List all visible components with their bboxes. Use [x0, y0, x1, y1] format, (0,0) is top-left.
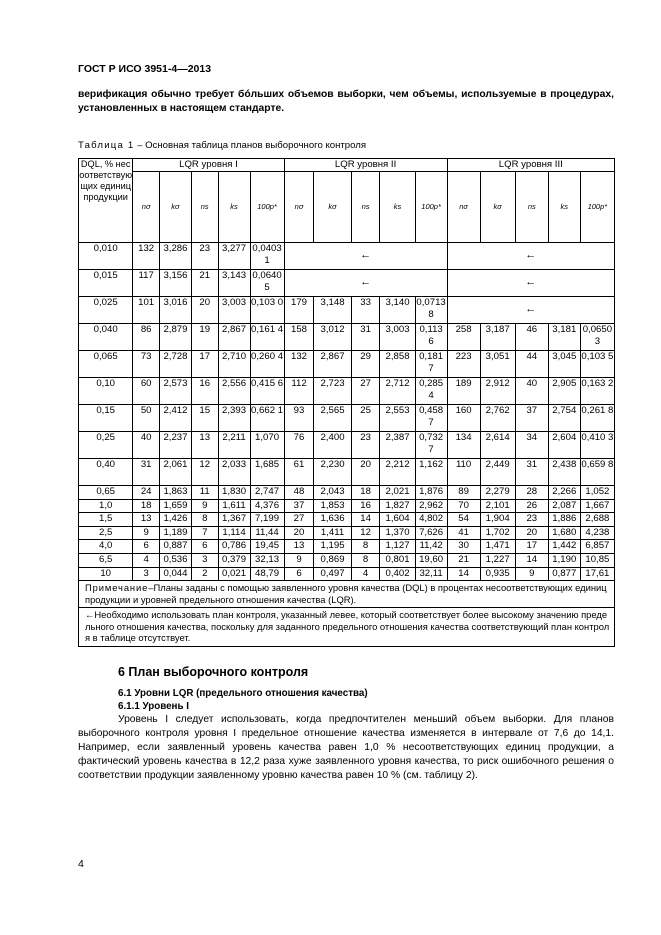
value-cell: 2,449 — [480, 459, 515, 486]
value-cell: 70 — [447, 499, 480, 513]
value-cell: 110 — [447, 459, 480, 486]
value-cell: 14 — [515, 553, 548, 567]
value-cell: 0,536 — [159, 553, 191, 567]
value-cell: 1,853 — [314, 499, 351, 513]
value-cell: 1,827 — [380, 499, 415, 513]
value-cell: 112 — [284, 378, 314, 405]
value-cell: 0,103 0 — [250, 297, 284, 324]
value-cell: 1,442 — [548, 540, 580, 554]
value-cell: 21 — [191, 270, 218, 297]
value-cell: 0,260 4 — [250, 351, 284, 378]
column-header: ns — [351, 172, 380, 243]
value-cell: 0,0650 3 — [580, 324, 614, 351]
value-cell: 31 — [133, 459, 160, 486]
dql-cell: 0,025 — [79, 297, 133, 324]
value-cell: 17 — [515, 540, 548, 554]
column-header: 100p* — [580, 172, 614, 243]
value-cell: 1,904 — [480, 513, 515, 527]
column-header: ks — [380, 172, 415, 243]
value-cell: 0,887 — [159, 540, 191, 554]
group-header: LQR уровня II — [284, 159, 447, 172]
value-cell: 101 — [133, 297, 160, 324]
group-header: LQR уровня I — [133, 159, 284, 172]
value-cell: 3,148 — [314, 297, 351, 324]
value-cell: 132 — [133, 243, 160, 270]
value-cell: 0,662 1 — [250, 405, 284, 432]
value-cell: 1,636 — [314, 513, 351, 527]
table-row — [79, 567, 615, 581]
value-cell: 0,261 8 — [580, 405, 614, 432]
value-cell: 189 — [447, 378, 480, 405]
value-cell: 50 — [133, 405, 160, 432]
value-cell: 2,573 — [159, 378, 191, 405]
value-cell: 3 — [191, 553, 218, 567]
value-cell: 2,728 — [159, 351, 191, 378]
value-cell: 1,367 — [218, 513, 250, 527]
dql-cell: 0,010 — [79, 243, 133, 270]
value-cell: 46 — [515, 324, 548, 351]
value-cell: 158 — [284, 324, 314, 351]
value-cell: 2,962 — [415, 499, 447, 513]
value-cell: 1,114 — [218, 526, 250, 540]
table-header-row — [79, 159, 615, 172]
subsection-6-1-1: 6.1.1 Уровень I — [118, 701, 189, 712]
note-label: Примечание — [85, 582, 149, 594]
value-cell: 1,702 — [480, 526, 515, 540]
value-cell: 15 — [191, 405, 218, 432]
table-row — [79, 297, 615, 324]
value-cell: 9 — [133, 526, 160, 540]
value-cell: 30 — [447, 540, 480, 554]
value-cell: 132 — [284, 351, 314, 378]
value-cell: 2,858 — [380, 351, 415, 378]
value-cell: 1,680 — [548, 526, 580, 540]
value-cell: 2,061 — [159, 459, 191, 486]
value-cell: 134 — [447, 432, 480, 459]
value-cell: 27 — [284, 513, 314, 527]
value-cell: 2,747 — [250, 486, 284, 500]
value-cell: 17,61 — [580, 567, 614, 581]
arrow-cell: ← — [447, 243, 614, 270]
value-cell: 54 — [447, 513, 480, 527]
value-cell: 2,400 — [314, 432, 351, 459]
value-cell: 2,033 — [218, 459, 250, 486]
value-cell: 2,279 — [480, 486, 515, 500]
dql-cell: 0,015 — [79, 270, 133, 297]
value-cell: 31 — [515, 459, 548, 486]
value-cell: 29 — [351, 351, 380, 378]
document-header: ГОСТ Р ИСО 3951-4—2013 — [78, 63, 212, 75]
value-cell: 25 — [351, 405, 380, 432]
value-cell: 86 — [133, 324, 160, 351]
value-cell: 2,867 — [314, 351, 351, 378]
table-row — [79, 553, 615, 567]
value-cell: 1,604 — [380, 513, 415, 527]
section-paragraph: Уровень I следует использовать, когда предпочтителен меньший объем выборки. Для планов выборочного контроля уровня I предельное отношение качества изменяется в интервале от 7,6 до 14,1. Например, если заявленный уровень качества равен 1,0 % несоответствующих единиц продукции, а фактический уровень качества в 12,2 раза хуже заявленного уровня качества, то риск ошибочного решения о соответствии продукции заявленному уровню качества равен 10 % (см. таблицу 2). — [78, 714, 614, 781]
value-cell: 2,043 — [314, 486, 351, 500]
value-cell: 3,012 — [314, 324, 351, 351]
value-cell: 4 — [133, 553, 160, 567]
column-header: nσ — [133, 172, 160, 243]
value-cell: 1,471 — [480, 540, 515, 554]
value-cell: 8 — [351, 540, 380, 554]
subsection-6-1: 6.1 Уровни LQR (предельного отношения качества) — [118, 688, 368, 699]
value-cell: 17 — [191, 351, 218, 378]
column-header: 100p* — [415, 172, 447, 243]
value-cell: 1,052 — [580, 486, 614, 500]
value-cell: 1,227 — [480, 553, 515, 567]
value-cell: 12 — [351, 526, 380, 540]
value-cell: 23 — [351, 432, 380, 459]
value-cell: 0,659 8 — [580, 459, 614, 486]
value-cell: 2,712 — [380, 378, 415, 405]
value-cell: 6 — [284, 567, 314, 581]
value-cell: 2,754 — [548, 405, 580, 432]
value-cell: 1,611 — [218, 499, 250, 513]
value-cell: 6 — [133, 540, 160, 554]
column-header: ks — [218, 172, 250, 243]
column-header: nσ — [447, 172, 480, 243]
table-caption-label: Таблица 1 — [78, 140, 135, 151]
arrow-cell: ← — [284, 243, 447, 270]
value-cell: 24 — [133, 486, 160, 500]
arrow-cell: ← — [447, 297, 614, 324]
value-cell: 2,393 — [218, 405, 250, 432]
value-cell: 3,140 — [380, 297, 415, 324]
value-cell: 0,935 — [480, 567, 515, 581]
value-cell: 32,13 — [250, 553, 284, 567]
value-cell: 7,199 — [250, 513, 284, 527]
value-cell: 1,162 — [415, 459, 447, 486]
value-cell: 1,659 — [159, 499, 191, 513]
value-cell: 1,411 — [314, 526, 351, 540]
value-cell: 2,237 — [159, 432, 191, 459]
value-cell: 41 — [447, 526, 480, 540]
section-title: 6 План выборочного контроля — [118, 665, 309, 679]
value-cell: 19,45 — [250, 540, 284, 554]
value-cell: 2,021 — [380, 486, 415, 500]
column-header: ns — [191, 172, 218, 243]
table-row — [79, 540, 615, 554]
value-cell: 2,688 — [580, 513, 614, 527]
dql-cell: 0,25 — [79, 432, 133, 459]
column-header: 100p* — [250, 172, 284, 243]
value-cell: 0,044 — [159, 567, 191, 581]
value-cell: 0,0640 5 — [250, 270, 284, 297]
table-caption-text: – Основная таблица планов выборочного контроля — [137, 140, 367, 151]
value-cell: 34 — [515, 432, 548, 459]
value-cell: 2,101 — [480, 499, 515, 513]
value-cell: 11,42 — [415, 540, 447, 554]
value-cell: 0,415 6 — [250, 378, 284, 405]
value-cell: 1,886 — [548, 513, 580, 527]
value-cell: 2,762 — [480, 405, 515, 432]
value-cell: 48 — [284, 486, 314, 500]
value-cell: 3,003 — [218, 297, 250, 324]
value-cell: 19 — [191, 324, 218, 351]
value-cell: 2 — [191, 567, 218, 581]
table-row — [79, 526, 615, 540]
value-cell: 1,426 — [159, 513, 191, 527]
value-cell: 0,497 — [314, 567, 351, 581]
value-cell: 0,113 6 — [415, 324, 447, 351]
value-cell: 14 — [351, 513, 380, 527]
value-cell: 73 — [133, 351, 160, 378]
dql-cell: 0,065 — [79, 351, 133, 378]
column-header: ns — [515, 172, 548, 243]
value-cell: 2,867 — [218, 324, 250, 351]
value-cell: 20 — [191, 297, 218, 324]
value-cell: 8 — [351, 553, 380, 567]
value-cell: 0,0403 1 — [250, 243, 284, 270]
dql-cell: 10 — [79, 567, 133, 581]
value-cell: 0,410 3 — [580, 432, 614, 459]
value-cell: 4,802 — [415, 513, 447, 527]
page-number: 4 — [78, 858, 84, 870]
value-cell: 0,103 5 — [580, 351, 614, 378]
table-row — [79, 513, 615, 527]
dql-cell: 0,15 — [79, 405, 133, 432]
value-cell: 1,830 — [218, 486, 250, 500]
table-row — [79, 270, 615, 297]
value-cell: 14 — [447, 567, 480, 581]
value-cell: 3,003 — [380, 324, 415, 351]
value-cell: 2,266 — [548, 486, 580, 500]
value-cell: 93 — [284, 405, 314, 432]
value-cell: 11 — [191, 486, 218, 500]
table-row — [79, 243, 615, 270]
note-text: –Планы заданы с помощью заявленного уровня качества (DQL) в процентах несоответствующих единиц продукции и уровней предельного отношения качества (LQR). — [85, 582, 607, 605]
table-caption — [78, 140, 366, 151]
value-cell: 6,857 — [580, 540, 614, 554]
dql-header: DQL, % несоответствующих единиц продукции — [79, 159, 133, 243]
value-cell: 2,087 — [548, 499, 580, 513]
value-cell: 2,710 — [218, 351, 250, 378]
value-cell: 1,127 — [380, 540, 415, 554]
value-cell: 7 — [191, 526, 218, 540]
value-cell: 3,181 — [548, 324, 580, 351]
value-cell: 21 — [447, 553, 480, 567]
dql-cell: 0,040 — [79, 324, 133, 351]
value-cell: 2,556 — [218, 378, 250, 405]
value-cell: 3 — [133, 567, 160, 581]
table-row — [79, 459, 615, 486]
value-cell: 27 — [351, 378, 380, 405]
dql-cell: 2,5 — [79, 526, 133, 540]
value-cell: 48,79 — [250, 567, 284, 581]
value-cell: 13 — [133, 513, 160, 527]
table-note — [79, 581, 615, 608]
value-cell: 11,44 — [250, 526, 284, 540]
value-cell: 32,11 — [415, 567, 447, 581]
value-cell: 23 — [191, 243, 218, 270]
value-cell: 4,238 — [580, 526, 614, 540]
value-cell: 3,045 — [548, 351, 580, 378]
value-cell: 179 — [284, 297, 314, 324]
arrow-cell: ← — [447, 270, 614, 297]
value-cell: 37 — [284, 499, 314, 513]
sampling-plans-table — [78, 158, 615, 647]
value-cell: 89 — [447, 486, 480, 500]
value-cell: 9 — [515, 567, 548, 581]
value-cell: 61 — [284, 459, 314, 486]
value-cell: 19,60 — [415, 553, 447, 567]
value-cell: 2,905 — [548, 378, 580, 405]
value-cell: 1,685 — [250, 459, 284, 486]
arrow-cell: ← — [284, 270, 447, 297]
value-cell: 0,786 — [218, 540, 250, 554]
value-cell: 3,187 — [480, 324, 515, 351]
value-cell: 18 — [351, 486, 380, 500]
value-cell: 13 — [191, 432, 218, 459]
value-cell: 3,277 — [218, 243, 250, 270]
value-cell: 40 — [515, 378, 548, 405]
value-cell: 2,565 — [314, 405, 351, 432]
value-cell: 2,387 — [380, 432, 415, 459]
value-cell: 0,181 7 — [415, 351, 447, 378]
column-header: kσ — [159, 172, 191, 243]
value-cell: 3,286 — [159, 243, 191, 270]
value-cell: 31 — [351, 324, 380, 351]
value-cell: 0,877 — [548, 567, 580, 581]
value-cell: 0,801 — [380, 553, 415, 567]
value-cell: 2,912 — [480, 378, 515, 405]
value-cell: 28 — [515, 486, 548, 500]
dql-cell: 0,10 — [79, 378, 133, 405]
table-row — [79, 351, 615, 378]
value-cell: 7,626 — [415, 526, 447, 540]
table-subheader-row — [79, 172, 615, 243]
value-cell: 1,863 — [159, 486, 191, 500]
value-cell: 2,604 — [548, 432, 580, 459]
value-cell: 0,021 — [218, 567, 250, 581]
value-cell: 1,370 — [380, 526, 415, 540]
column-header: kσ — [314, 172, 351, 243]
value-cell: 223 — [447, 351, 480, 378]
value-cell: 1,876 — [415, 486, 447, 500]
dql-cell: 0,65 — [79, 486, 133, 500]
value-cell: 2,723 — [314, 378, 351, 405]
dql-cell: 4,0 — [79, 540, 133, 554]
dql-cell: 6,5 — [79, 553, 133, 567]
value-cell: 1,667 — [580, 499, 614, 513]
value-cell: 23 — [515, 513, 548, 527]
value-cell: 0,402 — [380, 567, 415, 581]
value-cell: 1,070 — [250, 432, 284, 459]
value-cell: 6 — [191, 540, 218, 554]
value-cell: 160 — [447, 405, 480, 432]
table-arrow-note-row — [79, 608, 615, 647]
arrow-note: ←Необходимо использовать план контроля, указанный левее, который соответствует более высокому значению предельного отношения качества, поскольку для заданного предельного отношения качества соответствующий план контроля в таблице отсутствует. — [79, 608, 615, 647]
value-cell: 0,458 7 — [415, 405, 447, 432]
value-cell: 2,412 — [159, 405, 191, 432]
table-row — [79, 432, 615, 459]
value-cell: 0,379 — [218, 553, 250, 567]
table-row — [79, 324, 615, 351]
value-cell: 2,553 — [380, 405, 415, 432]
intro-paragraph: верификация обычно требует бóльших объемов выборки, чем объемы, используемые в процедурах, установленных в настоящем стандарте. — [78, 89, 614, 114]
value-cell: 20 — [515, 526, 548, 540]
value-cell: 8 — [191, 513, 218, 527]
value-cell: 2,438 — [548, 459, 580, 486]
value-cell: 3,051 — [480, 351, 515, 378]
value-cell: 3,143 — [218, 270, 250, 297]
value-cell: 0,285 4 — [415, 378, 447, 405]
value-cell: 2,879 — [159, 324, 191, 351]
table-note-row — [79, 581, 615, 608]
table-row — [79, 499, 615, 513]
value-cell: 9 — [191, 499, 218, 513]
value-cell: 20 — [284, 526, 314, 540]
value-cell: 10,85 — [580, 553, 614, 567]
dql-cell: 0,40 — [79, 459, 133, 486]
table-row — [79, 486, 615, 500]
value-cell: 0,869 — [314, 553, 351, 567]
value-cell: 60 — [133, 378, 160, 405]
dql-cell: 1,5 — [79, 513, 133, 527]
table-row — [79, 405, 615, 432]
value-cell: 1,190 — [548, 553, 580, 567]
column-header: kσ — [480, 172, 515, 243]
value-cell: 37 — [515, 405, 548, 432]
value-cell: 3,016 — [159, 297, 191, 324]
value-cell: 40 — [133, 432, 160, 459]
value-cell: 44 — [515, 351, 548, 378]
value-cell: 16 — [191, 378, 218, 405]
value-cell: 9 — [284, 553, 314, 567]
value-cell: 2,212 — [380, 459, 415, 486]
value-cell: 12 — [191, 459, 218, 486]
value-cell: 4 — [351, 567, 380, 581]
value-cell: 2,211 — [218, 432, 250, 459]
column-header: ks — [548, 172, 580, 243]
value-cell: 117 — [133, 270, 160, 297]
group-header: LQR уровня III — [447, 159, 614, 172]
value-cell: 0,732 7 — [415, 432, 447, 459]
value-cell: 2,614 — [480, 432, 515, 459]
value-cell: 2,230 — [314, 459, 351, 486]
value-cell: 33 — [351, 297, 380, 324]
value-cell: 13 — [284, 540, 314, 554]
value-cell: 20 — [351, 459, 380, 486]
value-cell: 0,163 2 — [580, 378, 614, 405]
value-cell: 258 — [447, 324, 480, 351]
column-header: nσ — [284, 172, 314, 243]
value-cell: 16 — [351, 499, 380, 513]
value-cell: 0,0713 8 — [415, 297, 447, 324]
value-cell: 1,189 — [159, 526, 191, 540]
value-cell: 76 — [284, 432, 314, 459]
value-cell: 18 — [133, 499, 160, 513]
value-cell: 1,195 — [314, 540, 351, 554]
table-row — [79, 378, 615, 405]
value-cell: 4,376 — [250, 499, 284, 513]
dql-cell: 1,0 — [79, 499, 133, 513]
value-cell: 0,161 4 — [250, 324, 284, 351]
value-cell: 3,156 — [159, 270, 191, 297]
value-cell: 26 — [515, 499, 548, 513]
